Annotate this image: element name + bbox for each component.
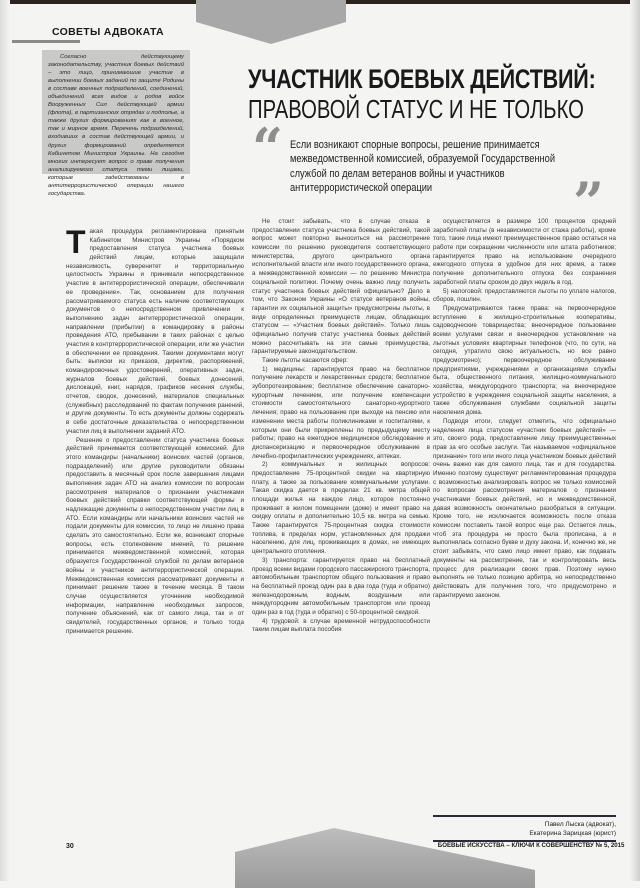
pull-quote: Если возникают спорные вопросы, решение принимается межведомственной комиссией, образуемой Государственной службой по делам ветеранов войны и участников антитеррористической операции	[290, 139, 556, 195]
title-line-2: ПРАВОВОЙ СТАТУС И НЕ ТОЛЬКО	[248, 94, 584, 124]
page-edge-left	[0, 0, 10, 881]
paragraph: Не стоит забывать, что в случае отказа в предоставлении статуса участника боевых действий, такой вопрос может повторно выноситься на рассмотрение комиссии по решению руководителя соответствующего министерства, другого центрального органа исполнительной власти или иного государственного органа, а межведомственной комиссии — по решению Министра социальной политики. Почему очень важно лицу получить статус участника боевых действий официально? Дело в том, что Законом Украины «О статусе ветеранов войны, гарантии их социальной защиты» предусмотрены льготы, в виде определенных преимуществ лицам, обладающих статусом — «Участник боевых действий». Только лишь официально получив статус участника боевых действий можно рассчитывать на эти самые преимущества, гарантируемые законодательством.	[252, 218, 430, 356]
article-title	[248, 64, 638, 124]
column-1	[66, 224, 244, 636]
drop-cap: Т	[66, 224, 86, 260]
authors	[433, 820, 616, 838]
quote-open-icon: “	[252, 116, 284, 180]
paragraph: 3) транспорта: гарантируется право на бесплатный проезд всеми видами городского пассажирского транспорта, автомобильным транспортом общего пользования и право на бесплатный проезд один раз в два года (туда и обратно) железнодорожным, водным, воздушным или междугородним автомобильным транспортом или проезд один раз в год (туда и обратно) с 50-процентной скидкой.	[252, 556, 430, 616]
paragraph: 4) трудовой: в случае временной нетрудоспособности таким лицам выплата пособия	[252, 617, 430, 634]
paragraph: Решение о предоставлении статуса участника боевых действий принимается соответствующей комиссией. Для этого командиры (начальники) воинских частей (органов, подразделений) или другие руководители обязаны предоставить в месячный срок после завершения лицами выполнения задач АТО на анализ комиссии по вопросам рассмотрения материалов о признании участниками боевых действий справки соответствующей формы и надлежащие документы о непосредственном участии лиц в АТО. Если командиры или начальники воинских частей не подали документы для комиссии, то лицо не лишено права сделать это самостоятельно. Если же, возникают спорные вопросы, есть столкновение мнений, то решение принимается межведомственной комиссией, которая образуется Государственной службой по делам ветеранов войны и участников антитеррористической операции. Межведомственная комиссия рассматривает документы и принимает решение также в течение месяца. В таком случае осуществляется уточнение необходимой информации, направление необходимых запросов, получение объяснений, как от самого лица, так и от свидетелей, государственных органов, и только тогда принимается решение.	[66, 436, 244, 635]
magazine-footer: БОЕВЫЕ ИСКУССТВА – КЛЮЧИ К СОВЕРШЕНСТВУ № 5, 2015	[437, 842, 625, 849]
paragraph: Предусматриваются также права: на первоочередное вступление в жилищно-строительные кооперативы, садоводческие товарищества; внеочередное пользование всеми услугами связи и внеочередное установление на льготных условиях квартирных телефонов (что, по сути, на сегодня, утратило свою актуальность, но все равно предусмотрено); первоочередное обслуживание предприятиями, учреждениями и организациями службы быта, общественного питания, жилищно-коммунального хозяйства, междугородного транспорта; на внеочередное устройство в учреждения социальной защиты населения, а также обслуживания службами социальной защиты населения дома.	[433, 304, 616, 417]
paragraph: Подводя итоги, следует отметить, что официально наделения лица статусом «участник боевых действий» — это, своего рода, предоставление лицу преимущественных прав за его особые заслуги. Так называемое «официальное признание» того или иного лица участником боевых действий очень важно как для самого лица, так и для государства. Именно поэтому существует регламентированная процедура с возможностью анализировать вопрос не только комиссией по вопросам рассмотрения материалов о признании участниками боевых действий, но и межведомственной, давая возможность окончательно разобраться в ситуации. Кроме того, не исключается возможность после отказа комиссии поставить такой вопрос еще раз. Остается лишь, чтоб эта процедура не просто была прописана, а и выполнялась согласно букве и духу закона. И, конечно же, не стоит забывать, что само лицо имеет право, как подавать документы на рассмотрение, так и контролировать весь процесс для реализации своих прав. Поэтому нужно выполнять не только позицию арбитра, но непосредственно действовать для получения того, что предусмотрено и гарантируемо законом.	[433, 417, 616, 599]
section-label: СОВЕТЫ АДВОКАТА	[52, 26, 164, 38]
author-2: Екатерина Зарицкая (юрист)	[529, 830, 616, 837]
paragraph: 1) медицины: гарантируется право на бесплатное получение лекарств и лекарственных средств; бесплатное зубопротезирование; бесплатное обеспечение санаторно-курортным лечением, или получение компенсации стоимости самостоятельного санаторно-курортного лечения; право на пользование при выходе на пенсию или изменении места работы поликлиниками и госпиталями, к которым они были прикреплены по предыдущему месту работы; право на ежегодное медицинское обследование и диспансеризацию и первоочередное обслуживание в лечебно-профилактических учреждениях, аптеках.	[252, 365, 430, 460]
intro-text: Согласно действующему законодательству, участник боевых действий – это лицо, принимаюшие участие в выполнении боевых заданий по защите Родины в составе военных подразделений, соединений, объединений всех видов и родов войск Вооруженных Сил действующей армии (флота), в партизанских отрядах и подполье, а также других формированиях как в военное, так и мирное время. Перечень подразделений, входивших в состав действующей армии, и других формирований определяется Кабинетом Министров Украины. На сегодня многих интересует вопрос о праве получения анализируемого статуса теми лицами, которые задействованы в антитеррористической операции нашего государства.	[48, 54, 184, 197]
quote-close-icon: ”	[573, 170, 605, 234]
paragraph: осуществляется в размере 100 процентов средней заработной платы (в независимости от стажа работы), кроме того, такие лица имеют преимущественное право остаться на работе при сокращении численности или штата работников; гарантируется право на использование очередного ежегодного отпуска в удобное для них время, а также получение дополнительного отпуска без сохранения заработной платы сроком до двух недель в год.	[433, 218, 616, 286]
page-edge-right	[630, 0, 640, 881]
title-line-1: УЧАСТНИК БОЕВЫХ ДЕЙСТВИЙ:	[248, 64, 596, 94]
paragraph: Такие льготы касаются сфер:	[262, 357, 349, 364]
paragraph: Такая процедура регламентирована принятым Кабинетом Министров Украины «Порядком предоставления статуса участника боевых действий лицам, которые защищали независимость, суверенитет и территориальную целостность Украины и принимали непосредственное участие в антитеррористической операции, обеспечивали ее проведение». Так, основанием для получения рассматриваемого статуса есть наличие соответствующих документов о непосредственном привлечении к выполнению задач антитеррористической операции, направлении (прибытии) в командировку в районы проведения АТО, пребывании в таких районах с целью участия в контртеррористической операции, или же участии в обеспечении ее проведения. Такими документами могут быть: выписки из приказов, директив, распоряжений, командировочных удостоверений, оперативных задач, журналов боевых действий, боевых донесений, дислокаций, книг, нарядов, графиков несения службы, отчетов, сводок, донесений, материалов специальных (служебных) расследований по фактам получения ранений, и другие документы. То есть документы должны содержать в себе достаточные доказательства о непосредственном участии лиц в выполнении заданий АТО.	[66, 224, 244, 435]
author-1: Павел Лыска (адвокат),	[544, 821, 616, 828]
paragraph: 2) коммунальных и жилищных вопросов: предоставление 75-процентной скидки на квартирную плату, а также за пользование коммунальными услугами. Такая скидка дается в пределах 21 кв. метра общей площади жилья на каждое лицо, которое постоянно проживает в жилом помещении (доме) и имеет право на скидку оплаты и дополнительно 10,5 кв. метра на семью. Также гарантируется 75-процентная скидка стоимости топлива, в пределах норм, установленных для продажи населению, для лиц, проживающих в домах, не имеющих центрального отопления.	[252, 461, 430, 556]
column-2	[252, 218, 430, 635]
author-rule-top	[433, 815, 616, 817]
intro-box	[42, 50, 190, 197]
page-number: 30	[66, 843, 74, 850]
paragraph: 5) налоговой: предоставляются льготы по уплате налогов, сборов, пошлин.	[433, 287, 616, 304]
decorative-arrow-top	[196, 0, 346, 44]
section-rule	[12, 40, 80, 43]
column-3	[433, 218, 616, 600]
